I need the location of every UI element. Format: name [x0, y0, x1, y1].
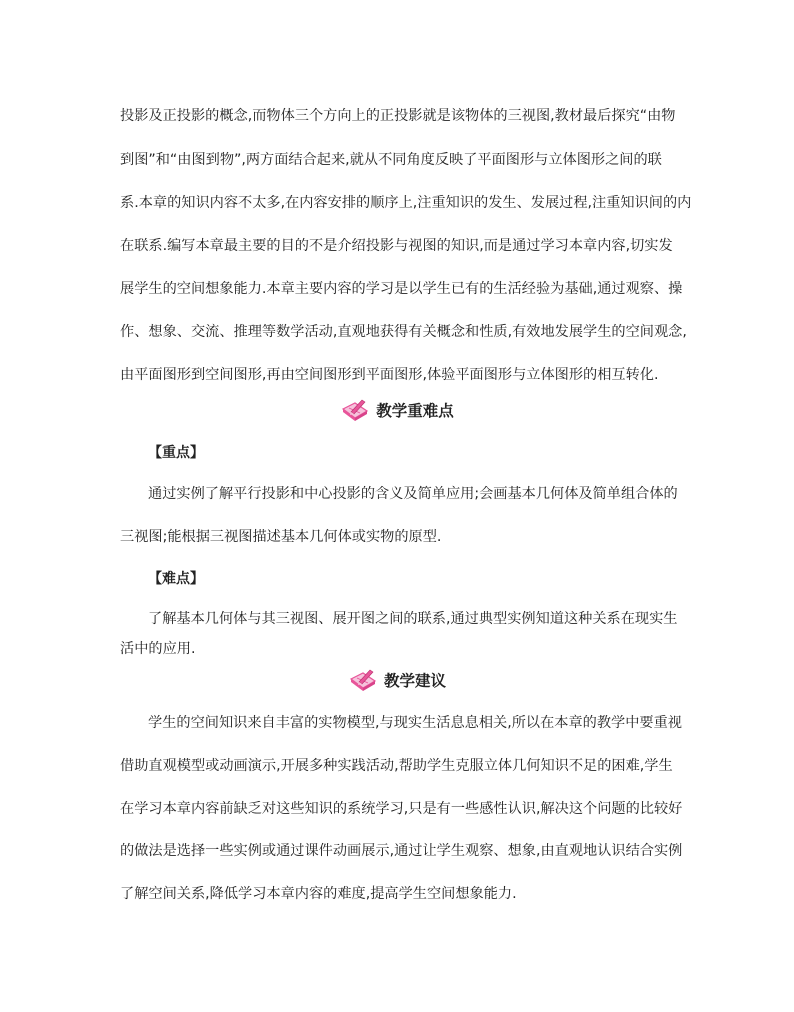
pencil-notebook-icon: [340, 398, 370, 422]
difficult-point-line: 活中的应用.: [120, 641, 196, 657]
difficult-point-line: 了解基本几何体与其三视图、展开图之间的联系,通过典型实例知道这种关系在现实生: [148, 611, 678, 627]
suggestion-line: 学生的空间知识来自丰富的实物模型,与现实生活息息相关,所以在本章的教学中要重视: [148, 715, 682, 731]
key-point-label: 【重点】: [148, 445, 204, 461]
intro-line: 展学生的空间想象能力.本章主要内容的学习是以学生已有的生活经验为基础,通过观察、操: [120, 281, 683, 297]
section-heading-key-difficult: [0, 398, 794, 422]
suggestion-line: 的做法是选择一些实例或通过课件动画展示,通过让学生观察、想象,由直观地认识结合实例: [120, 843, 683, 859]
intro-line: 投影及正投影的概念,而物体三个方向上的正投影就是该物体的三视图,教材最后探究“由物: [120, 108, 676, 124]
section-heading-teaching-suggestions: [0, 668, 794, 692]
intro-line: 在联系.编写本章最主要的目的不是介绍投影与视图的知识,而是通过学习本章内容,切实发: [120, 238, 673, 254]
suggestion-line: 了解空间关系,降低学习本章内容的难度,提高学生空间想象能力.: [120, 886, 517, 902]
section-title: 教学建议: [383, 672, 446, 690]
intro-line: 系.本章的知识内容不太多,在内容安排的顺序上,注重知识的发生、发展过程,注重知识间的内: [120, 195, 692, 211]
intro-line: 作、想象、交流、推理等数学活动,直观地获得有关概念和性质,有效地发展学生的空间观念,: [120, 324, 687, 340]
difficult-point-label: 【难点】: [148, 571, 204, 587]
intro-line: 到图”和“由图到物”,两方面结合起来,就从不同角度反映了平面图形与立体图形之间的联: [120, 152, 662, 168]
suggestion-line: 在学习本章内容前缺乏对这些知识的系统学习,只是有一些感性认识,解决这个问题的比较好: [120, 801, 683, 817]
pencil-notebook-icon: [348, 668, 378, 692]
key-point-line: 通过实例了解平行投影和中心投影的含义及简单应用;会画基本几何体及简单组合体的: [148, 486, 678, 502]
intro-line: 由平面图形到空间图形,再由空间图形到平面图形,体验平面图形与立体图形的相互转化.: [120, 367, 659, 383]
suggestion-line: 借助直观模型或动画演示,开展多种实践活动,帮助学生克服立体几何知识不足的困难,学生: [120, 758, 673, 774]
section-title: 教学重难点: [376, 402, 454, 420]
key-point-line: 三视图;能根据三视图描述基本几何体或实物的原型.: [120, 529, 442, 545]
